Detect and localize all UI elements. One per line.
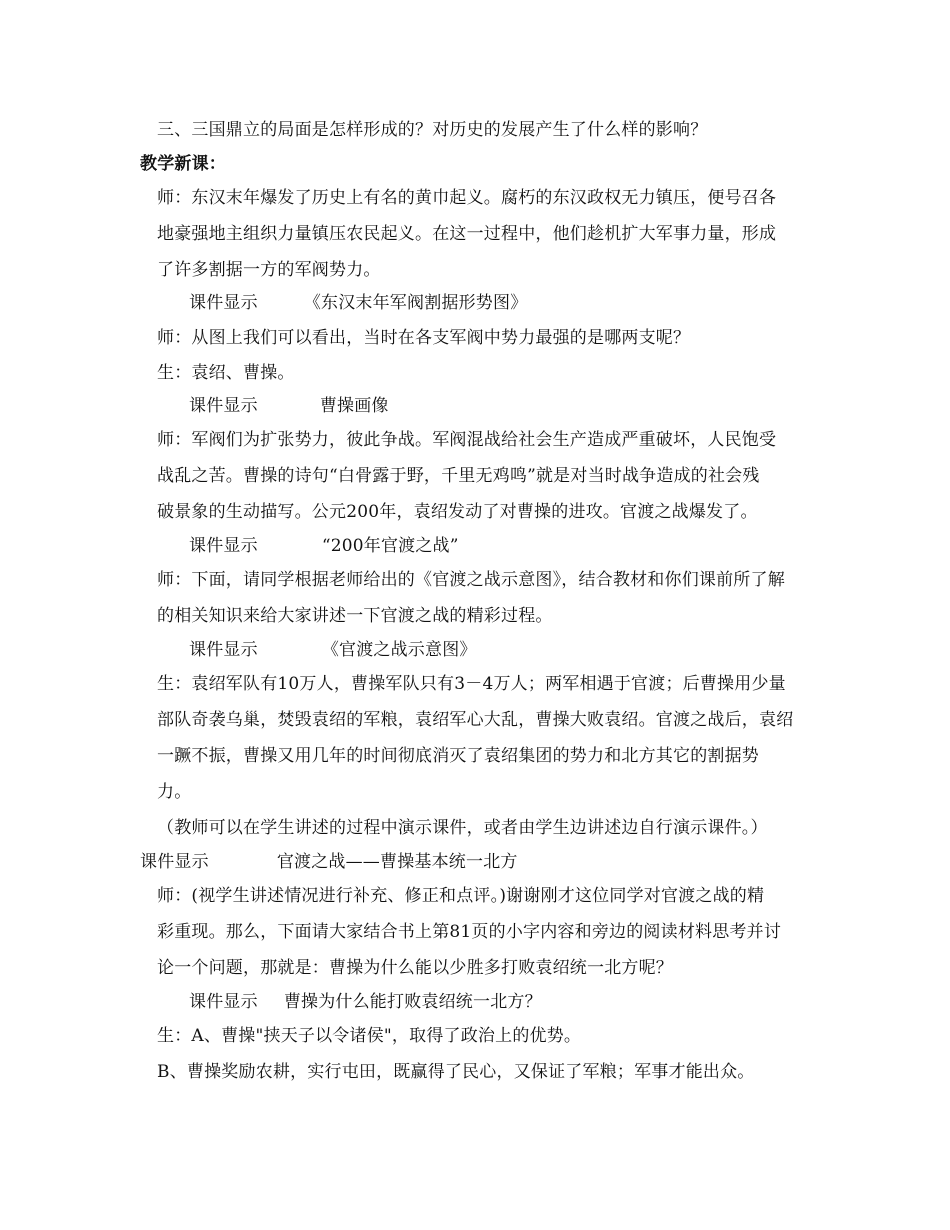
teacher-question-1: 师：从图上我们可以看出，当时在各支军阀中势力最强的是哪两支呢？ — [157, 328, 691, 348]
courseware-label: 课件显示 — [189, 640, 258, 660]
paragraph-4-line-1: 生：袁绍军队有10万人，曹操军队只有3－4万人；两军相遇于官渡；后曹操用少量 — [157, 674, 786, 694]
teacher-note: （教师可以在学生讲述的过程中演示课件，或者由学生边讲述边自行演示课件。） — [157, 818, 768, 838]
paragraph-3-line-2: 的相关知识来给大家讲述一下官渡之战的精彩过程。 — [157, 606, 553, 626]
paragraph-1-line-1: 师：东汉末年爆发了历史上有名的黄巾起义。腐朽的东汉政权无力镇压，便号召各 — [157, 188, 777, 208]
paragraph-4-line-2: 部队奇袭乌巢，焚毁袁绍的军粮，袁绍军心大乱，曹操大败袁绍。官渡之战后，袁绍 — [157, 710, 794, 730]
courseware-content: 官渡之战——曹操基本统一北方 — [276, 852, 518, 872]
courseware-display-1 — [189, 291, 527, 315]
courseware-content: 《官渡之战示意图》 — [321, 640, 477, 660]
courseware-display-5 — [140, 850, 518, 874]
paragraph-5-line-1: 师：(视学生讲述情况进行补充、修正和点评。)谢谢刚才这位同学对官渡之战的精 — [157, 886, 765, 906]
paragraph-4-line-4: 力。 — [157, 782, 192, 802]
paragraph-4-line-3: 一蹶不振，曹操又用几年的时间彻底消灭了袁绍集团的势力和北方其它的割据势 — [157, 746, 759, 766]
section-title: 教学新课： — [140, 154, 226, 174]
paragraph-5-line-3: 论一个问题，那就是：曹操为什么能以少胜多打败袁绍统一北方呢？ — [157, 958, 673, 978]
student-answer-b: B、曹操奖励农耕，实行屯田，既赢得了民心，又保证了军粮；军事才能出众。 — [157, 1062, 755, 1082]
courseware-label: 课件显示 — [189, 992, 258, 1012]
courseware-label: 课件显示 — [140, 852, 209, 872]
courseware-display-3 — [189, 534, 459, 558]
courseware-display-4 — [189, 638, 477, 662]
paragraph-3-line-1: 师：下面，请同学根据老师给出的《官渡之战示意图》，结合教材和你们课前所了解 — [157, 570, 785, 590]
courseware-display-2 — [189, 394, 389, 418]
courseware-label: 课件显示 — [189, 536, 258, 556]
paragraph-5-line-2: 彩重现。那么，下面请大家结合书上第81页的小字内容和旁边的阅读材料思考并讨 — [157, 922, 782, 942]
paragraph-1-line-3: 了许多割据一方的军阀势力。 — [157, 260, 381, 280]
courseware-content: 曹操画像 — [319, 396, 389, 416]
courseware-content: 《东汉末年军阀割据形势图》 — [303, 293, 528, 313]
courseware-display-6 — [189, 990, 542, 1014]
courseware-label: 课件显示 — [189, 396, 258, 416]
paragraph-1-line-2: 地豪强地主组织力量镇压农民起义。在这一过程中，他们趁机扩大军事力量，形成 — [157, 224, 777, 244]
paragraph-2-line-1: 师：军阀们为扩张势力，彼此争战。军阀混战给社会生产造成严重破坏，人民饱受 — [157, 430, 777, 450]
paragraph-2-line-2: 战乱之苦。曹操的诗句“白骨露于野，千里无鸡鸣”就是对当时战争造成的社会残 — [157, 466, 760, 486]
courseware-content: “200年官渡之战” — [321, 536, 459, 556]
courseware-label: 课件显示 — [189, 293, 258, 313]
courseware-content: 曹操为什么能打败袁绍统一北方？ — [283, 992, 542, 1012]
paragraph-2-line-3: 破景象的生动描写。公元200年，袁绍发动了对曹操的进攻。官渡之战爆发了。 — [157, 502, 758, 522]
question-3: 三、三国鼎立的局面是怎样形成的？对历史的发展产生了什么样的影响？ — [157, 120, 708, 140]
student-answer-1: 生：袁绍、曹操。 — [157, 363, 295, 383]
student-answer-a: 生：A、曹操"挟天子以令诸侯"，取得了政治上的优势。 — [157, 1026, 582, 1046]
